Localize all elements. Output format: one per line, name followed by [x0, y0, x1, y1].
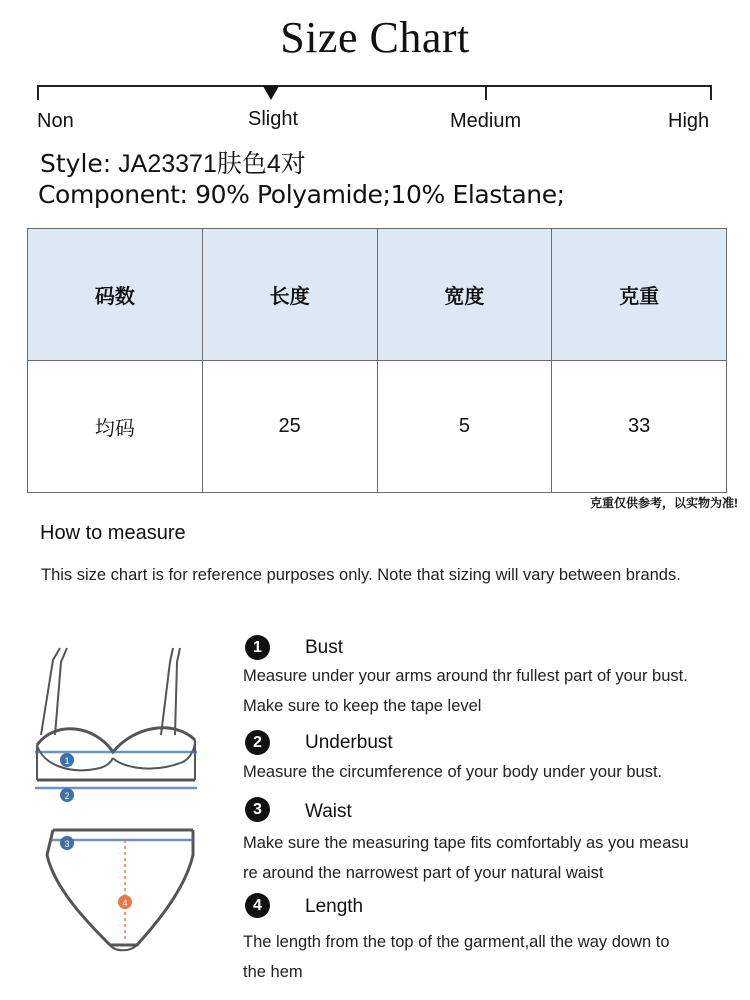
item-desc-underbust: [243, 757, 723, 787]
lingerie-measure-illustration: [25, 640, 205, 980]
table-cell: 均码: [28, 361, 203, 493]
scale-label-medium: Medium: [450, 110, 522, 132]
item-desc-line: the hem: [243, 963, 303, 981]
weight-note: 克重仅供参考，以实物为准!: [590, 496, 738, 510]
number-3-icon: 3: [245, 797, 270, 822]
item-desc-waist: [243, 828, 723, 888]
item-desc-line: The length from the top of the garment,all the way down to: [243, 933, 670, 951]
style-value: JA23371肤色4对: [118, 150, 306, 178]
left-strap: [41, 648, 60, 735]
marker-2-label: 2: [64, 791, 70, 801]
table-header-row: [28, 229, 727, 361]
table-header-cell: 码数: [28, 229, 203, 361]
style-label: Style:: [40, 149, 112, 178]
scale-label-non: Non: [37, 110, 74, 132]
table-cell: 5: [377, 361, 552, 493]
table-cell: 25: [202, 361, 377, 493]
item-desc-line: Measure the circumference of your body under your bust.: [243, 763, 663, 781]
table-cell: 33: [552, 361, 727, 493]
how-to-measure-title: How to measure: [40, 522, 186, 544]
stretch-selected-marker-icon: [263, 86, 279, 100]
marker-3-label: 3: [64, 839, 70, 849]
item-desc-line: re around the narrowest part of your natural waist: [243, 864, 604, 882]
item-desc-line: Measure under your arms around thr fullest part of your bust.: [243, 667, 688, 685]
item-desc-bust: [243, 661, 723, 721]
item-title-waist: Waist: [305, 801, 352, 822]
right-strap: [161, 648, 173, 735]
page-title: Size Chart: [280, 13, 470, 62]
item-title-length: Length: [305, 896, 364, 917]
number-4-icon: 4: [245, 893, 270, 918]
number-1-icon: 1: [245, 635, 270, 660]
stretch-scale-line: [38, 85, 712, 87]
item-desc-line: Make sure the measuring tape fits comfortably as you measu: [243, 834, 689, 852]
scale-tick: [37, 85, 39, 100]
table-header-cell: 克重: [552, 229, 727, 361]
item-title-underbust: Underbust: [305, 732, 393, 753]
table-header-cell: 长度: [202, 229, 377, 361]
table-header-cell: 宽度: [377, 229, 552, 361]
component-line: Component: 90% Polyamide;10% Elastane;: [38, 180, 565, 209]
number-2-icon: 2: [245, 730, 270, 755]
how-to-measure-description: This size chart is for reference purposes only. Note that sizing will vary between brands.: [41, 566, 681, 584]
style-line: [40, 144, 306, 180]
item-desc-length: [243, 927, 723, 987]
scale-label-high: High: [668, 110, 710, 132]
item-desc-line: Make sure to keep the tape level: [243, 697, 482, 715]
item-title-bust: Bust: [305, 637, 344, 658]
scale-tick: [710, 85, 712, 100]
bra-cups: [37, 728, 195, 752]
marker-4-label: 4: [122, 898, 128, 908]
marker-1-label: 1: [64, 756, 70, 766]
table-row: [28, 361, 727, 493]
scale-label-slight: Slight: [248, 108, 299, 130]
size-table: [27, 228, 727, 493]
scale-tick: [485, 85, 487, 100]
